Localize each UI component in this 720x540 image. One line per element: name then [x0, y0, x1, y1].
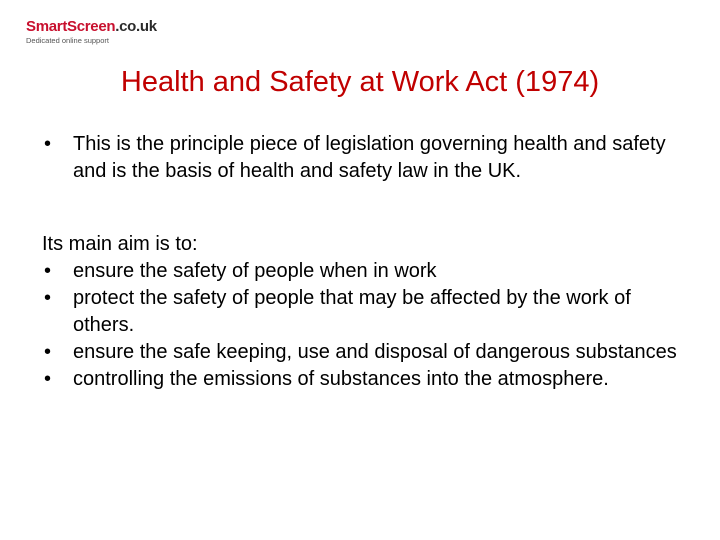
intro-block [42, 131, 682, 185]
slide-title: Health and Safety at Work Act (1974) [120, 66, 600, 98]
bullet-marker: • [44, 260, 52, 282]
bullet-marker: • [44, 287, 52, 309]
aim-item [42, 258, 682, 285]
logo-domain: .co.uk [115, 18, 157, 35]
intro-bullet-text: This is the principle piece of legislation governing health and safety and is the basis of health and safety law in the UK. [73, 133, 666, 182]
aim-item [42, 366, 682, 393]
bullet-marker: • [44, 368, 52, 390]
aims-heading: Its main aim is to: [42, 233, 198, 255]
slide-body [42, 131, 682, 393]
aim-item [42, 285, 682, 339]
aim-item-text: protect the safety of people that may be affected by the work of others. [73, 287, 631, 336]
aim-item [42, 339, 682, 366]
intro-bullet-item [42, 131, 682, 185]
bullet-marker: • [44, 133, 52, 155]
logo-wordmark [26, 18, 166, 35]
aim-item-text: controlling the emissions of substances into the atmosphere. [73, 368, 609, 390]
logo-tagline: Dedicated online support [26, 36, 109, 45]
aim-item-text: ensure the safety of people when in work [73, 260, 437, 282]
aim-item-text: ensure the safe keeping, use and disposal of dangerous substances [73, 341, 677, 363]
logo-brand: SmartScreen [26, 18, 116, 35]
bullet-marker: • [44, 341, 52, 363]
smartscreen-logo [26, 18, 166, 45]
